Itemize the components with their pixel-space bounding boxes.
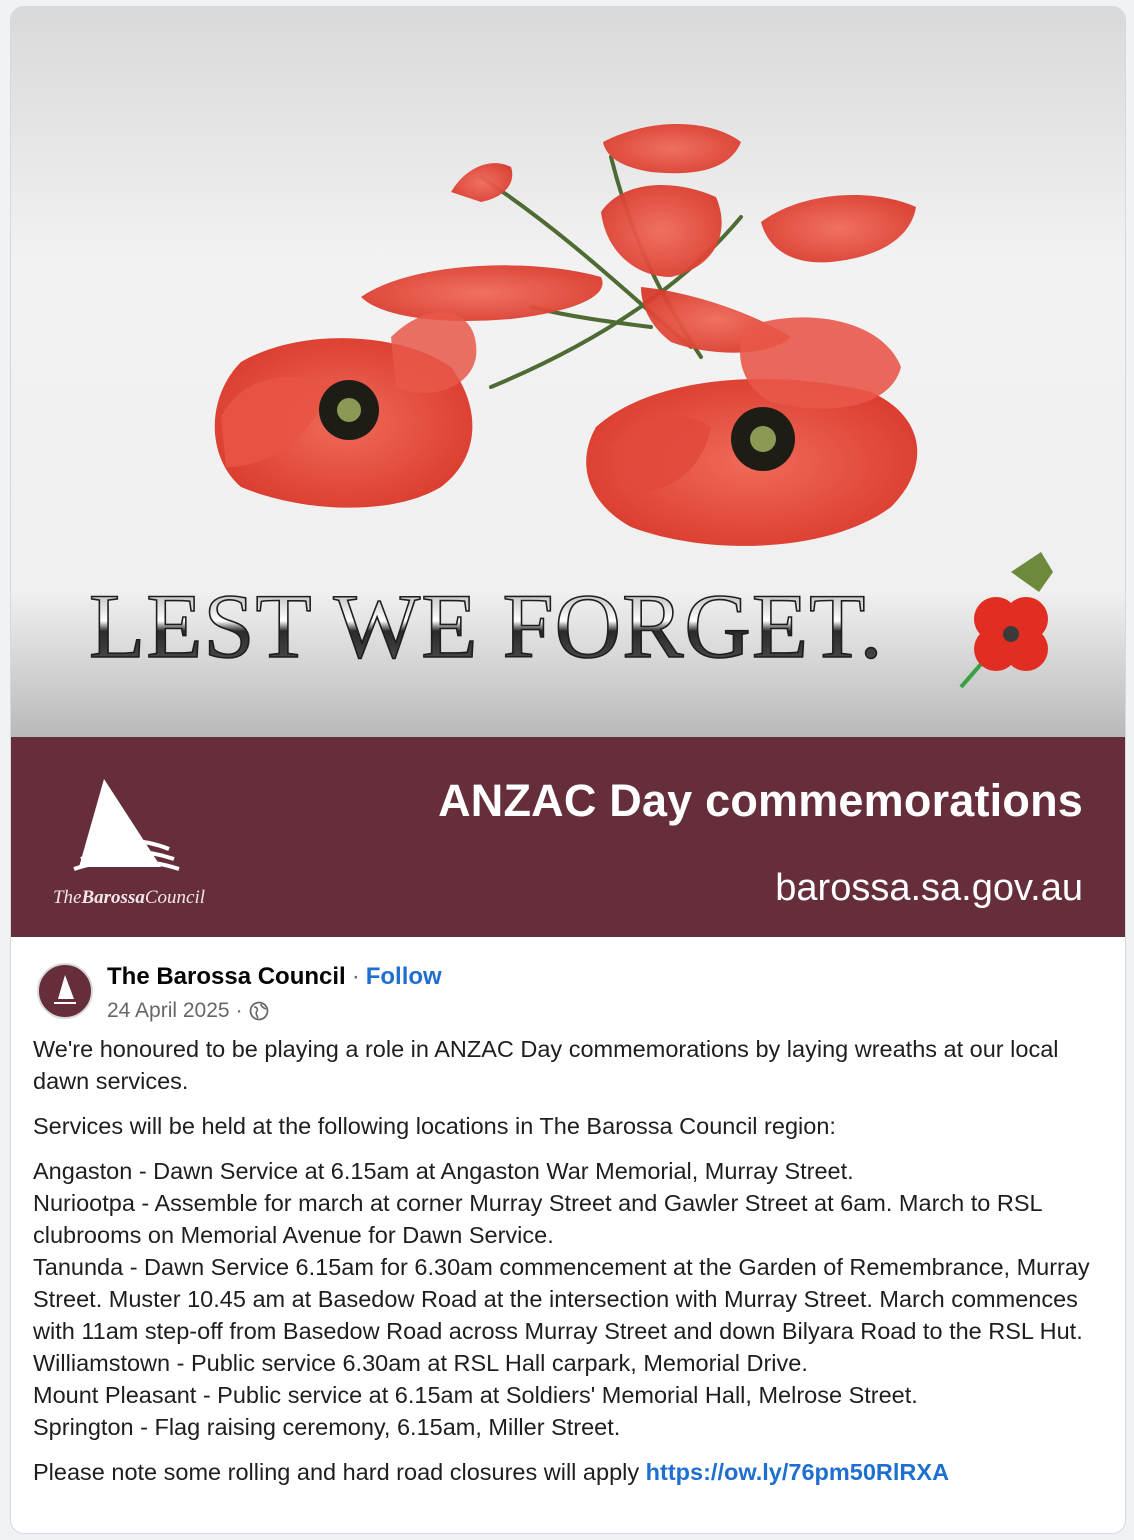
post-image[interactable] xyxy=(11,7,1125,737)
location-line: Williamstown - Public service 6.30am at RSL Hall carpark, Memorial Drive. xyxy=(33,1350,808,1376)
location-line: Nuriootpa - Assemble for march at corner Murray Street and Gawler Street at 6am. March to RSL clubrooms on Memorial Avenue for Dawn Service. xyxy=(33,1190,1042,1248)
location-line: Mount Pleasant - Public service at 6.15am at Soldiers' Memorial Hall, Melrose Street. xyxy=(33,1382,918,1408)
post-card xyxy=(10,6,1126,1534)
logo-wordmark: TheBarossaCouncil xyxy=(52,887,206,908)
post-header xyxy=(107,963,442,991)
council-logo-icon xyxy=(39,965,91,1017)
location-line: Springton - Flag raising ceremony, 6.15am, Miller Street. xyxy=(33,1414,621,1440)
mountain-icon xyxy=(29,767,229,887)
closing-text: Please note some rolling and hard road closures will apply xyxy=(33,1459,640,1485)
location-line: Angaston - Dawn Service at 6.15am at Angaston War Memorial, Murray Street. xyxy=(33,1158,854,1184)
banner-title: ANZAC Day commemorations xyxy=(438,775,1083,826)
post-text xyxy=(33,1033,1103,1501)
hero-headline: LEST WE FORGET. xyxy=(89,575,884,677)
avatar[interactable] xyxy=(37,963,93,1019)
location-line: Tanunda - Dawn Service 6.15am for 6.30am commencement at the Garden of Remembrance, Murray Street. Muster 10.45 am at Basedow Road at the intersection with Murray Street. March commences with 11am step-off from Basedow Road across Murray Street and down Bilyara Road to the RSL Hut. xyxy=(33,1254,1090,1344)
post-date[interactable]: 24 April 2025 xyxy=(107,999,230,1022)
services-heading: Services will be held at the following locations in The Barossa Council region: xyxy=(33,1113,836,1139)
meta-separator: · xyxy=(235,999,243,1022)
banner-url: barossa.sa.gov.au xyxy=(775,867,1083,909)
road-closures-link[interactable]: https://ow.ly/76pm50RlRXA xyxy=(645,1459,950,1485)
author-name[interactable]: The Barossa Council xyxy=(107,963,346,990)
intro-paragraph: We're honoured to be playing a role in ANZAC Day commemorations by laying wreaths at our local dawn services. xyxy=(33,1036,1059,1094)
follow-button[interactable]: Follow xyxy=(365,963,442,990)
closing-paragraph xyxy=(33,1456,1103,1488)
banner xyxy=(11,737,1125,937)
locations-list xyxy=(33,1155,1103,1443)
poppy-illustration xyxy=(11,7,1125,737)
separator-dot: · xyxy=(351,963,360,990)
globe-icon xyxy=(249,1001,269,1021)
post-meta xyxy=(107,999,269,1023)
post-content xyxy=(11,937,1125,1533)
barossa-council-logo xyxy=(29,767,229,927)
